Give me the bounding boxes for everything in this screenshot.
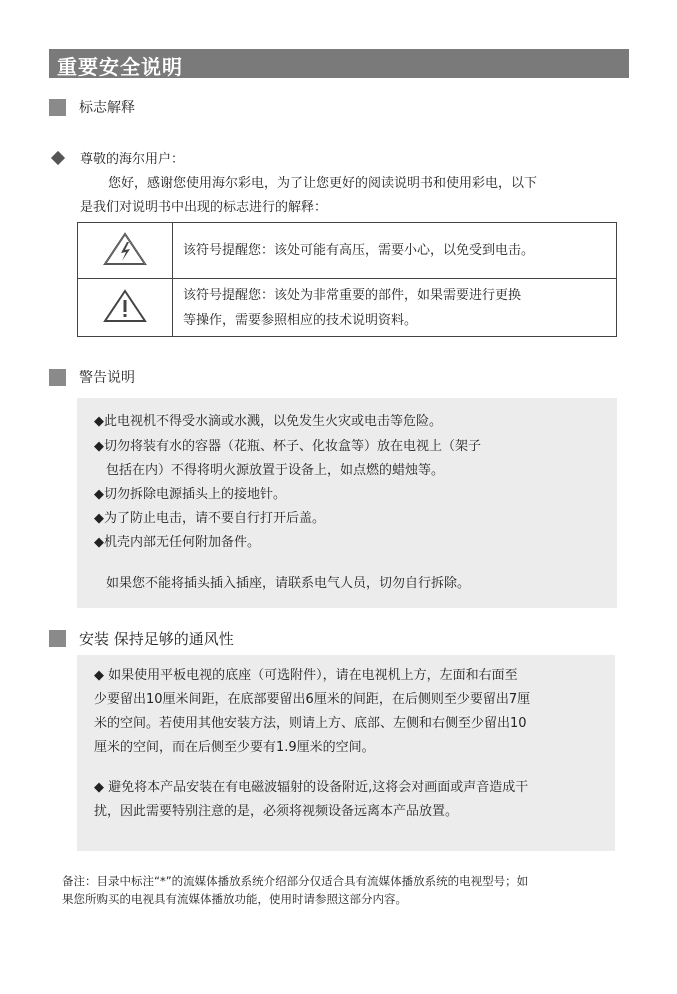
warning-line: ◆为了防止电击，请不要自行打开后盖。	[94, 511, 325, 526]
symbol-description	[173, 279, 617, 337]
warning-line: 包括在内）不得将明火源放置于设备上，如点燃的蜡烛等。	[106, 463, 445, 478]
section-marker-square	[49, 99, 66, 116]
intro-text-line1: 您好，感谢您使用海尔彩电，为了让您更好的阅读说明书和使用彩电，以下	[108, 176, 538, 191]
installation-line: 米的空间。若使用其他安装方法，则请上方、底部、左侧和右侧至少留出10	[94, 716, 527, 731]
section-marker-square	[49, 369, 66, 386]
installation-line: 少要留出10厘米间距，在底部要留出6厘米的间距，在后侧则至少要留出7厘	[94, 692, 531, 707]
greeting-text: 尊敬的海尔用户：	[80, 152, 185, 167]
installation-line: 厘米的空间，而在后侧至少要有1.9厘米的空间。	[94, 740, 375, 755]
intro-text-line2: 是我们对说明书中出现的标志进行的解释：	[80, 200, 328, 215]
warning-line: ◆此电视机不得受水滴或水溅，以免发生火灾或电击等危险。	[94, 414, 442, 429]
warning-extra-text: 如果您不能将插头插入插座，请联系电气人员，切勿自行拆除。	[106, 576, 471, 591]
footnote-line1: 备注：目录中标注“*”的流媒体播放系统介绍部分仅适合具有流媒体播放系统的电视型号；如	[62, 874, 529, 888]
symbol-description-line1: 该符号提醒您：该处为非常重要的部件，如果需要进行更换	[183, 287, 522, 303]
section-marker-square	[49, 630, 66, 647]
title-bar	[49, 49, 629, 78]
warning-line: ◆切勿将装有水的容器（花瓶、杯子、化妆盒等）放在电视上（架子	[94, 439, 481, 454]
page-title: 重要安全说明	[57, 55, 183, 79]
installation-line: ◆ 避免将本产品安装在有电磁波辐射的设备附近,这将会对画面或声音造成干	[94, 780, 529, 795]
exclamation-warning-icon	[78, 279, 173, 337]
diamond-bullet-icon	[51, 151, 65, 165]
installation-line: ◆ 如果使用平板电视的底座（可选附件），请在电视机上方，左面和右面至	[94, 668, 518, 683]
symbol-row	[78, 223, 617, 279]
section-heading-text: 安装 保持足够的通风性	[79, 630, 234, 648]
warning-line: ◆切勿拆除电源插头上的接地针。	[94, 487, 286, 502]
symbol-description	[173, 223, 617, 279]
section-heading-text: 警告说明	[79, 370, 135, 386]
section-heading-text: 标志解释	[79, 100, 135, 116]
symbol-explanation-table	[77, 222, 617, 337]
footnote-line2: 果您所购买的电视具有流媒体播放功能，使用时请参照这部分内容。	[62, 892, 407, 906]
symbol-description-line2: 等操作，需要参照相应的技术说明资料。	[183, 312, 418, 328]
symbol-description-line1: 该符号提醒您：该处可能有高压，需要小心，以免受到电击。	[183, 243, 535, 258]
installation-line: 扰，因此需要特别注意的是，必须将视频设备远离本产品放置。	[94, 804, 459, 819]
symbol-row	[78, 279, 617, 337]
high-voltage-warning-icon	[78, 223, 173, 279]
warning-line: ◆机壳内部无任何附加备件。	[94, 535, 260, 550]
